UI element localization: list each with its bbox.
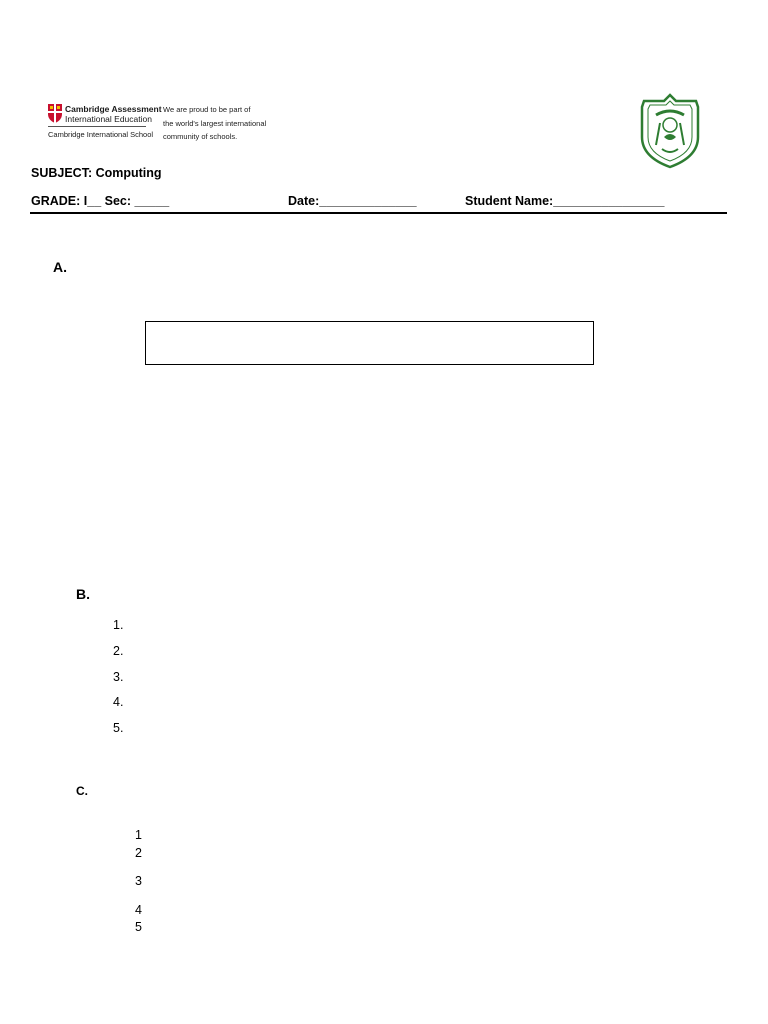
list-item: 3 (135, 874, 142, 888)
list-item: 2 (135, 846, 142, 860)
cambridge-shield-icon (48, 104, 62, 123)
list-item: 1 (135, 828, 142, 842)
section-a-label: A. (53, 259, 67, 275)
tagline-line: community of schools. (163, 132, 238, 141)
answer-box[interactable] (145, 321, 594, 365)
grade-field[interactable]: GRADE: I__ Sec: _____ (31, 194, 170, 208)
school-name: Cambridge International School (48, 130, 154, 139)
tagline-line: We are proud to be part of (163, 105, 251, 114)
logo-divider (48, 126, 146, 127)
cambridge-org-name (65, 104, 162, 124)
org-line-2: International Education (65, 114, 152, 124)
section-c-label: C. (76, 784, 88, 798)
section-b-label: B. (76, 586, 90, 602)
list-item: 1. (113, 618, 124, 632)
list-item: 4 (135, 903, 142, 917)
school-crest-icon (638, 93, 702, 169)
tagline (163, 103, 266, 144)
student-name-field[interactable]: Student Name:________________ (465, 194, 665, 208)
subject-line: SUBJECT: Computing (31, 166, 162, 180)
header-divider (30, 212, 727, 214)
section-b-list (113, 618, 123, 747)
date-field[interactable]: Date:______________ (288, 194, 417, 208)
tagline-line: the world's largest international (163, 118, 267, 128)
list-item: 5 (135, 920, 142, 934)
list-item: 3. (113, 669, 124, 684)
list-item: 2. (113, 643, 124, 658)
list-item: 5. (113, 721, 124, 736)
list-item: 4. (113, 695, 124, 710)
org-line-1: Cambridge Assessment (65, 104, 162, 114)
